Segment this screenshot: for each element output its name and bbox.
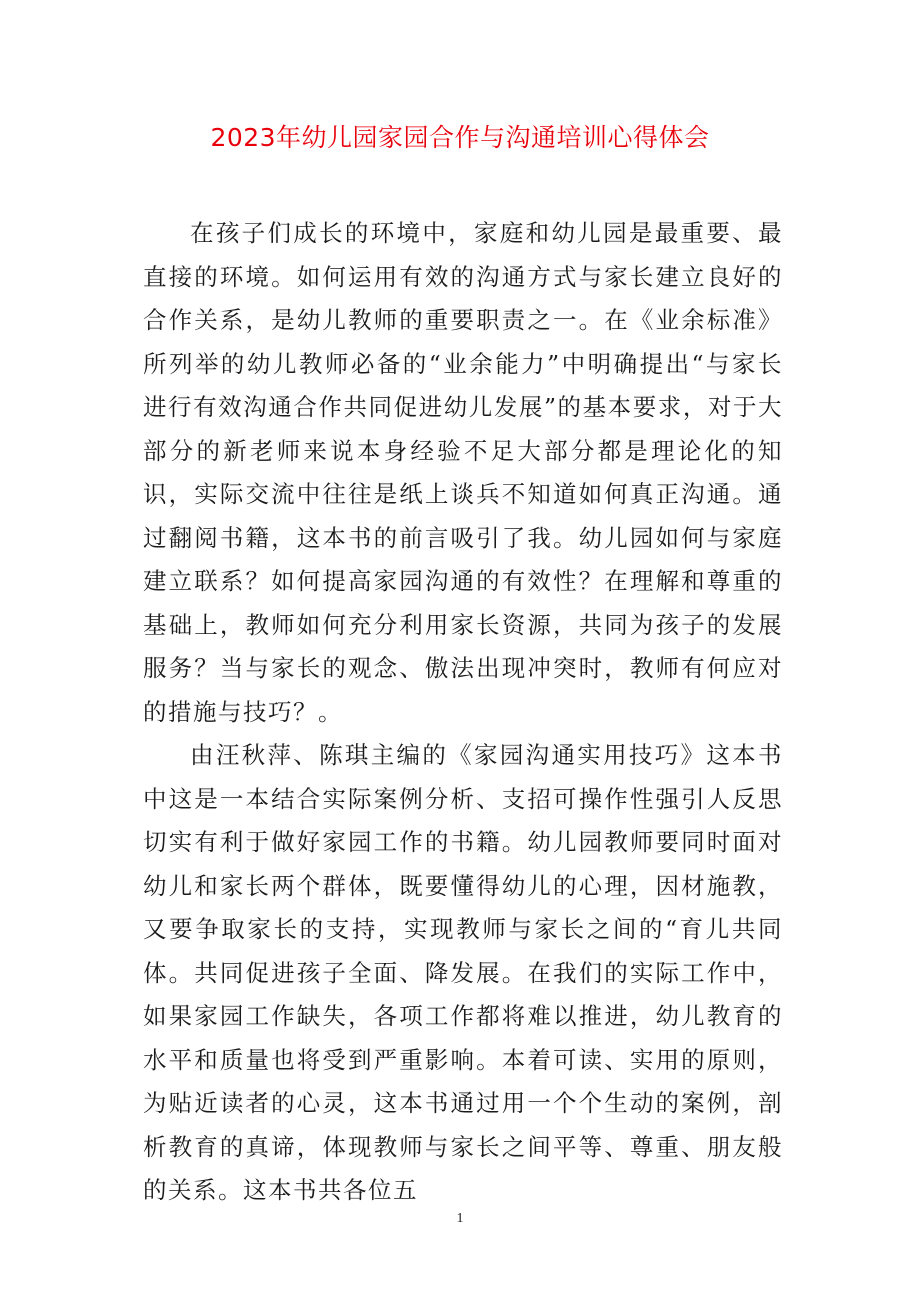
paragraph-2: 由汪秋萍、陈琪主编的《家园沟通实用技巧》这本书中这是一本结合实际案例分析、支招可操作性强引人反思切实有利于做好家园工作的书籍。幼儿园教师要同时面对幼儿和家长两个群体，既要懂得幼儿的心理，因材施教，又要争取家长的支持，实现教师与家长之间的“育儿共同体。共同促进孩子全面、降发展。在我们的实际工作中，如果家园工作缺失，各项工作都将难以推进，幼儿教育的水平和质量也将受到严重影响。本着可读、实用的原则，为贴近读者的心灵，这本书通过用一个个生动的案例，剖析教育的真谛，体现教师与家长之间平等、尊重、朋友般的关系。这本书共各位五 <box>143 741 783 1204</box>
paragraph-1: 在孩子们成长的环境中，家庭和幼儿园是最重要、最直接的环境。如何运用有效的沟通方式与家长建立良好的合作关系，是幼儿教师的重要职责之一。在《业余标准》所列举的幼儿教师必备的“业余能力”中明确提出“与家长进行有效沟通合作共同促进幼儿发展”的基本要求，对于大部分的新老师来说本身经验不足大部分都是理论化的知识，实际交流中往往是纸上谈兵不知道如何真正沟通。通过翻阅书籍，这本书的前言吸引了我。幼儿园如何与家庭建立联系？如何提高家园沟通的有效性？在理解和尊重的基础上，教师如何充分利用家长资源，共同为孩子的发展服务？当与家长的观念、傲法出现冲突时，教师有何应对的措施与技巧？。 <box>143 219 783 726</box>
document-title: 2023年幼儿园家园合作与沟通培训心得体会 <box>210 123 710 152</box>
document-body <box>143 212 783 1213</box>
page-number: 1 <box>456 1211 464 1226</box>
